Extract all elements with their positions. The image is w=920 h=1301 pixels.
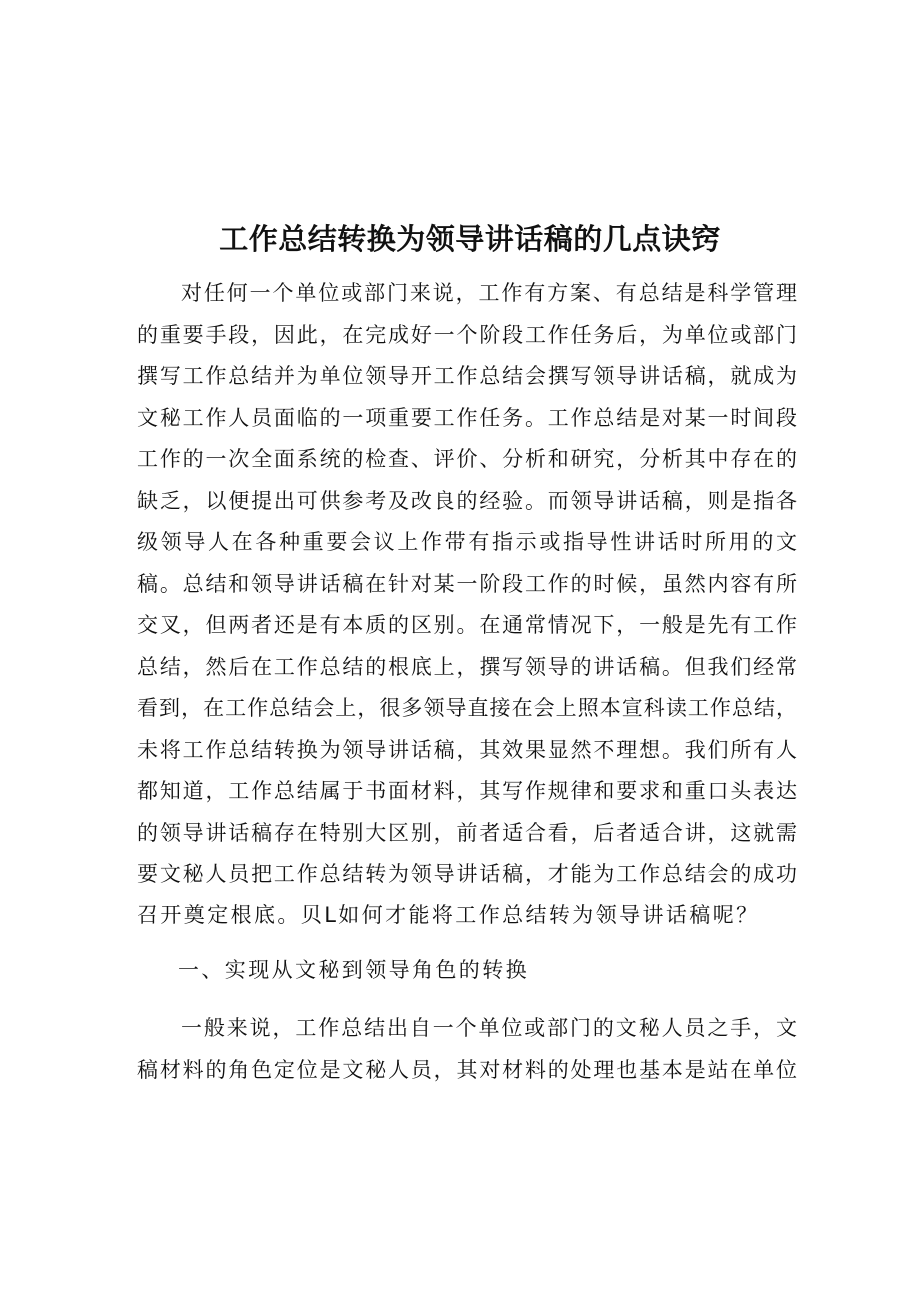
text-line: 交叉，但两者还是有本质的区别。在通常情况下，一般是先有工作: [137, 613, 797, 637]
text-line: 总结，然后在工作总结的根底上，撰写领导的讲话稿。但我们经常: [137, 655, 797, 679]
text-line: 一般来说，工作总结出自一个单位或部门的文秘人员之手，文: [181, 1016, 797, 1040]
text-line: 文秘工作人员面临的一项重要工作任务。工作总结是对某一时间段: [137, 406, 797, 430]
text-line: 都知道，工作总结属于书面材料，其写作规律和要求和重口头表达: [137, 779, 797, 803]
text-line: 撰写工作总结并为单位领导开工作总结会撰写领导讲话稿，就成为: [137, 364, 797, 388]
text-line: 稿材料的角色定位是文秘人员，其对材料的处理也基本是站在单位: [137, 1058, 797, 1082]
text-line: 工作的一次全面系统的检查、评价、分析和研究，分析其中存在的: [137, 447, 797, 471]
text-line: 对任何一个单位或部门来说，工作有方案、有总结是科学管理: [181, 281, 797, 305]
text-line: 看到，在工作总结会上，很多领导直接在会上照本宣科读工作总结，: [137, 696, 797, 720]
text-line: 级领导人在各种重要会议上作带有指示或指导性讲话时所用的文: [137, 530, 797, 554]
text-line: 稿。总结和领导讲话稿在针对某一阶段工作的时候，虽然内容有所: [137, 572, 797, 596]
text-line: 的领导讲话稿存在特别大区别，前者适合看，后者适合讲，这就需: [137, 821, 797, 845]
section-heading: 一、实现从文秘到领导角色的转换: [178, 958, 529, 982]
text-line: 未将工作总结转换为领导讲话稿，其效果显然不理想。我们所有人: [137, 738, 797, 762]
text-line: 缺乏，以便提出可供参考及改良的经验。而领导讲话稿，则是指各: [137, 489, 797, 513]
text-line: 要文秘人员把工作总结转为领导讲话稿，才能为工作总结会的成功: [137, 862, 797, 886]
text-line: 的重要手段，因此，在完成好一个阶段工作任务后，为单位或部门: [137, 323, 797, 347]
text-line: 召开奠定根底。贝L如何才能将工作总结转为领导讲话稿呢？: [137, 903, 760, 927]
document-title: 工作总结转换为领导讲话稿的几点诀窍: [219, 222, 721, 256]
